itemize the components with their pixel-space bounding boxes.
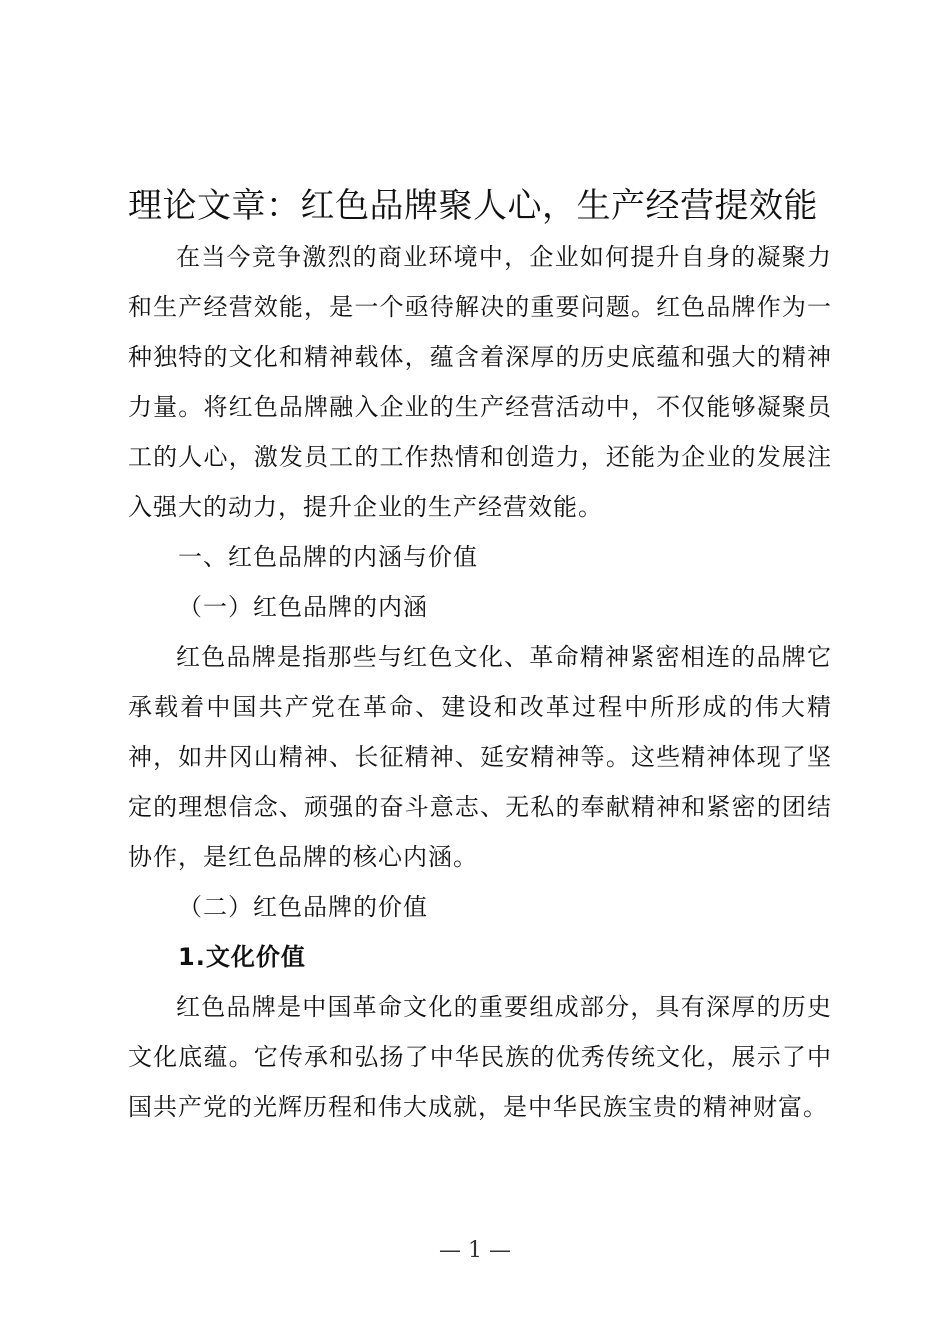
- document-title: 理论文章：红色品牌聚人心，生产经营提效能: [128, 186, 818, 226]
- section-heading-1: 一、红色品牌的内涵与价值: [178, 543, 478, 571]
- page-number: — 1 —: [439, 1238, 511, 1263]
- point-paragraph-1: 红色品牌是中国革命文化的重要组成部分，具有深厚的历史文化底蕴。它传承和弘扬了中华民族的优秀传统文化，展示了中国共产党的光辉历程和伟大成就，是中华民族宝贵的精神财富。: [128, 993, 832, 1121]
- intro-paragraph: 在当今竞争激烈的商业环境中，企业如何提升自身的凝聚力和生产经营效能，是一个亟待解决的重要问题。红色品牌作为一种独特的文化和精神载体，蕴含着深厚的历史底蕴和强大的精神力量。将红色品牌融入企业的生产经营活动中，不仅能够凝聚员工的人心，激发员工的工作热情和创造力，还能为企业的发展注入强大的动力，提升企业的生产经营效能。: [128, 243, 832, 521]
- point-heading-1: 1.文化价值: [178, 943, 306, 971]
- document-page: [128, 180, 832, 1132]
- subsection-heading-2: （二）红色品牌的价值: [178, 893, 428, 921]
- subsection-heading-1: （一）红色品牌的内涵: [178, 593, 428, 621]
- subsection-paragraph-1: 红色品牌是指那些与红色文化、革命精神紧密相连的品牌它承载着中国共产党在革命、建设和改革过程中所形成的伟大精神，如井冈山精神、长征精神、延安精神等。这些精神体现了坚定的理想信念、顽强的奋斗意志、无私的奉献精神和紧密的团结协作，是红色品牌的核心内涵。: [128, 643, 832, 871]
